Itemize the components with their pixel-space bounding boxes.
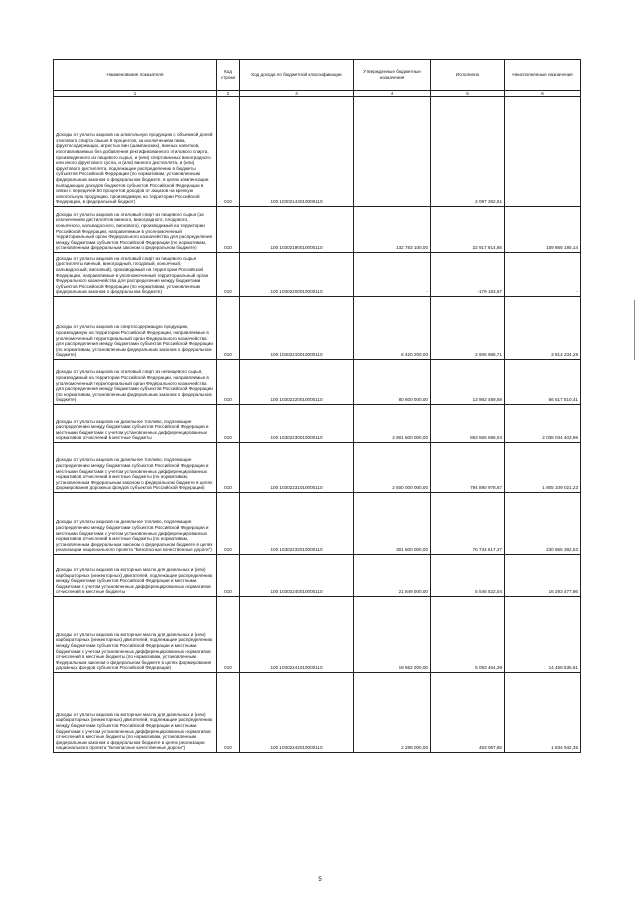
row-approved — [354, 97, 431, 207]
row-unexecuted: 2 038 034 403,96 — [505, 405, 581, 443]
table-row — [54, 207, 581, 253]
row-code: 010 — [217, 297, 240, 360]
row-unexecuted: 66 617 510,41 — [505, 360, 581, 405]
row-executed: 863 565 596,04 — [431, 405, 505, 443]
table-row — [54, 443, 581, 493]
row-code: 010 — [217, 597, 240, 673]
row-executed: 5 546 522,04 — [431, 555, 505, 597]
row-executed: 22 917 914,86 — [431, 207, 505, 253]
row-name: Доходы от уплаты акцизов на этиловый спирт из непищевого сырья, производимый на территории Российской Федерации, направляемые в уполномоченный территориальный орган Федерального казначейства для распределения между бюджетами субъектов Российской Федерации (по нормативам, установленным федеральным законом о федеральном бюджете) — [54, 360, 217, 405]
column-number: 1 — [54, 91, 217, 97]
column-number: 3 — [240, 91, 354, 97]
table-row — [54, 493, 581, 555]
row-name: Доходы от уплаты акцизов на дизельное топливо, подлежащие распределению между бюджетами субъектов Российской Федерации и местными бюджетами с учетом установленных дифференцированных нормативов отчислений в местные бюджеты (по нормативам, установленным Федеральным законом о федеральном бюджете в целях формирования дорожных фондов субъектов Российской Федерации) — [54, 443, 217, 493]
row-approved: 301 600 000,00 — [354, 493, 431, 555]
row-unexecuted: 3 814 234,29 — [505, 297, 581, 360]
row-approved: 132 783 100,00 — [354, 207, 431, 253]
table-header-row — [54, 60, 581, 91]
table-row — [54, 297, 581, 360]
row-kbk: 100 10302242010000110 — [240, 673, 354, 753]
row-kbk: 100 10302144010000110 — [240, 97, 354, 207]
table-row — [54, 405, 581, 443]
row-executed: 2 605 965,71 — [431, 297, 505, 360]
row-code: 010 — [217, 207, 240, 253]
row-name: Доходы от уплаты акцизов на этиловый спирт из пищевого сырья (за исключением дистиллятов винного, виноградного, плодового, коньячного, кальвадосного, вискового), производимый на территории Российской Федерации, направляемые в уполномоченный территориальный орган Федерального казначейства для распределения между бюджетами субъектов Российской Федерации (по нормативам, установленным федеральным законом о федеральном бюджете) — [54, 207, 217, 253]
row-code: 010 — [217, 360, 240, 405]
header-name: Наименование показателя — [54, 60, 217, 91]
row-kbk: 100 10302190010000110 — [240, 207, 354, 253]
row-code: 010 — [217, 253, 240, 297]
revenue-table — [53, 59, 581, 753]
row-approved: 80 600 000,00 — [354, 360, 431, 405]
table-row — [54, 253, 581, 297]
row-executed: 70 734 617,37 — [431, 493, 505, 555]
row-approved: 21 849 000,00 — [354, 555, 431, 597]
row-approved: 2 901 600 000,00 — [354, 405, 431, 443]
row-unexecuted: 1 805 109 021,23 — [505, 443, 581, 493]
row-approved: 2 600 000 000,00 — [354, 443, 431, 493]
row-code: 010 — [217, 97, 240, 207]
table-row — [54, 673, 581, 753]
page-number: 5 — [318, 877, 322, 883]
row-unexecuted: 14 458 535,61 — [505, 597, 581, 673]
row-unexecuted — [505, 97, 581, 207]
row-code: 010 — [217, 555, 240, 597]
column-number: 4 — [354, 91, 431, 97]
row-name: Доходы от уплаты акцизов на дизельное топливо, подлежащие распределению между бюджетами субъектов Российской Федерации и местными бюджетами с учетом установленных дифференцированных нормативов отчислений в местные бюджеты — [54, 405, 217, 443]
row-name: Доходы от уплаты акцизов на дизельное топливо, подлежащие распределению между бюджетами субъектов Российской Федерации и местными бюджетами с учетом установленных дифференцированных нормативов отчислений в местные бюджеты (по нормативам, установленным федеральным законом о федеральном бюджете в целях реализации национального проекта "Безопасные качественные дороги") — [54, 493, 217, 555]
header-code: Код строки — [217, 60, 240, 91]
table-row — [54, 597, 581, 673]
table-row — [54, 555, 581, 597]
row-code: 010 — [217, 493, 240, 555]
row-approved: - — [354, 253, 431, 297]
header-approved: Утвержденные бюджетные назначения — [354, 60, 431, 91]
row-approved: 6 420 200,00 — [354, 297, 431, 360]
row-name: Доходы от уплаты акцизов на этиловый спирт из пищевого сырья (дистилляты винный, виноградный, плодовый, коньячный, кальвадосный, висковый), производимый на территории Российской Федерации, направляемые в уполномоченный территориальный орган Федерального казначейства для распределения между бюджетами субъектов Российской Федерации (по нормативам, установленным федеральным законом о федеральном бюджете) — [54, 253, 217, 297]
row-code: 010 — [217, 673, 240, 753]
row-name: Доходы от уплаты акцизов на спиртосодержащую продукцию, производимую на территории Российской Федерации, направляемые в уполномоченный территориальный орган Федерального казначейства для распределения между бюджетами субъектов Российской Федерации (по нормативам, установленным федеральным законом о федеральном бюджете) — [54, 297, 217, 360]
row-executed: 453 057,65 — [431, 673, 505, 753]
row-unexecuted: 1 834 942,35 — [505, 673, 581, 753]
row-name: Доходы от уплаты акцизов на моторные масла для дизельных и (или) карбюраторных (инжекторных) двигателей, подлежащие распределению между бюджетами субъектов Российской Федерации и местными бюджетами с учетом установленных дифференцированных нормативов отчислений в местные бюджеты (по нормативам, установленным Федеральным законом о федеральном бюджете в целях формирования дорожных фондов субъектов Российской Федерации) — [54, 597, 217, 673]
row-kbk: 100 10302241010000110 — [240, 597, 354, 673]
row-executed: 794 890 978,87 — [431, 443, 505, 493]
row-unexecuted: - — [505, 253, 581, 297]
row-name: Доходы от уплаты акцизов на моторные масла для дизельных и (или) карбюраторных (инжекторных) двигателей, подлежащие распределению между бюджетами субъектов Российской Федерации и местными бюджетами с учетом установленных дифференцированных нормативов отчислений в местные бюджеты — [54, 555, 217, 597]
column-number: 6 — [505, 91, 581, 97]
row-executed: 2 097 262,61 — [431, 97, 505, 207]
row-approved: 19 552 000,00 — [354, 597, 431, 673]
row-executed: 5 093 464,39 — [431, 597, 505, 673]
row-kbk: 100 10302210010000110 — [240, 297, 354, 360]
header-executed: Исполнено — [431, 60, 505, 91]
column-number: 5 — [431, 91, 505, 97]
row-unexecuted: 16 293 477,96 — [505, 555, 581, 597]
row-executed: 13 982 489,59 — [431, 360, 505, 405]
table-row — [54, 97, 581, 207]
margin-mark — [634, 300, 635, 360]
row-kbk: 100 10302232010000110 — [240, 493, 354, 555]
row-code: 010 — [217, 405, 240, 443]
table-row — [54, 360, 581, 405]
column-number: 2 — [217, 91, 240, 97]
row-kbk: 100 10302230010000110 — [240, 405, 354, 443]
row-unexecuted: 230 865 382,63 — [505, 493, 581, 555]
row-unexecuted: 109 865 185,14 — [505, 207, 581, 253]
row-kbk: 100 10302240010000110 — [240, 555, 354, 597]
row-kbk: 100 10302220010000110 — [240, 360, 354, 405]
row-code: 010 — [217, 443, 240, 493]
row-executed: -179 153,67 — [431, 253, 505, 297]
header-kbk: Код дохода по бюджетной классификации — [240, 60, 354, 91]
header-unexecuted: Неисполненные назначения — [505, 60, 581, 91]
row-name: Доходы от уплаты акцизов на алкогольную продукцию с объемной долей этилового спирта свыше 9 процентов, за исключением пива, фруктосодержащих, игристых вин (шампанских), винных напитков, изготавливаемых без добавления ректификованного этилового спирта, произведенного из пищевого сырья, и (или) спиртованных виноградного или иного фруктового сусла, и (или) винного дистиллята, и (или) фруктового дистиллята, подлежащие распределению в бюджеты субъектов Российской Федерации (по нормативам, установленным федеральным законом о федеральном бюджете, в целях компенсации выпадающих доходов бюджетов субъектов Российской Федерации в связи с передачей 50 процентов доходов от акцизов на крепкую алкогольную продукцию, производимую на территории Российской Федерации, в федеральный бюджет) — [54, 97, 217, 207]
row-kbk: 100 10302200010000110 — [240, 253, 354, 297]
row-name: Доходы от уплаты акцизов на моторные масла для дизельных и (или) карбюраторных (инжекторных) двигателей, подлежащие распределению между бюджетами субъектов Российской Федерации и местными бюджетами с учетом установленных дифференцированных нормативов отчислений в местные бюджеты (по нормативам, установленным федеральным законом о федеральном бюджете в целях реализации национального проекта "Безопасные качественные дороги") — [54, 673, 217, 753]
row-kbk: 100 10302231010000110 — [240, 443, 354, 493]
row-approved: 2 288 000,00 — [354, 673, 431, 753]
